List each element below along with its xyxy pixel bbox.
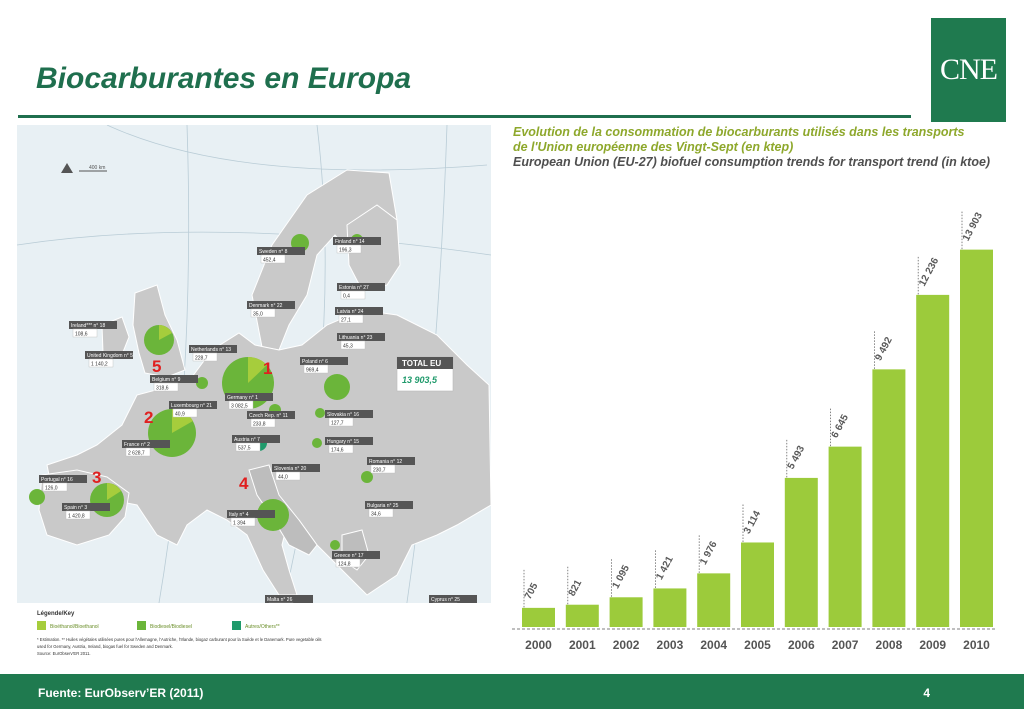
country-tag-value: 233,8 <box>253 421 266 428</box>
bar-value-label: 1 095 <box>610 563 633 591</box>
year-label: 2005 <box>744 638 771 652</box>
country-tag-value: 27,1 <box>341 317 351 324</box>
country-tag-value: 537,5 <box>238 445 251 452</box>
country-tag-value: 0,4 <box>343 293 350 300</box>
country-tag-name: Italy n° 4 <box>229 512 249 518</box>
country-tag-value: 1 420,8 <box>68 513 85 520</box>
country-tag-value: 2 628,7 <box>128 450 145 457</box>
country-tag-name: Czech Rep. n° 11 <box>249 413 288 419</box>
greece-pie <box>330 540 340 550</box>
country-tag-value: 124,8 <box>338 561 351 568</box>
country-tag-name: Denmark n° 22 <box>249 303 283 309</box>
country-tag-value: 108,6 <box>75 331 88 338</box>
country-tag-name: Slovenia n° 20 <box>274 466 307 472</box>
bar-2000 <box>522 608 555 627</box>
bar-2002 <box>610 597 643 627</box>
slovakia-pie <box>315 408 325 418</box>
legend-biodiesel-swatch <box>137 621 146 630</box>
page-number: 4 <box>923 686 930 700</box>
bar-value-label: 705 <box>522 581 541 602</box>
poland-pie <box>324 374 350 400</box>
year-label: 2002 <box>612 638 640 652</box>
callout-uk: 5 <box>152 357 162 376</box>
bar-2005 <box>741 542 774 627</box>
country-tag-value: 127,7 <box>331 420 344 427</box>
country-tag-value: 44,0 <box>278 474 288 481</box>
country-tag-value: 126,0 <box>45 485 58 492</box>
country-tag-value: 1 394 <box>233 520 246 527</box>
chart-title-fr-2: de l'Union européenne des Vingt-Sept (en ktep) <box>513 140 794 154</box>
country-tag-value: 196,3 <box>339 247 352 254</box>
country-tag-name: Hungary n° 15 <box>327 439 360 445</box>
year-label: 2001 <box>568 638 596 652</box>
year-label: 2003 <box>656 638 684 652</box>
country-tag-name: Spain n° 3 <box>64 505 88 511</box>
country-tag-value: 35,0 <box>253 311 263 318</box>
country-tag-name: Netherlands n° 13 <box>191 347 232 353</box>
bar-value-label: 13 903 <box>960 210 986 244</box>
country-tag-name: Germany n° 1 <box>227 395 258 401</box>
bar-2008 <box>872 369 905 627</box>
chart-title-fr-1: Evolution de la consommation de biocarburants utilisés dans les transports <box>513 125 965 139</box>
legend-others-swatch <box>232 621 241 630</box>
portugal-pie <box>29 489 45 505</box>
country-tag-name: Portugal n° 16 <box>41 477 73 483</box>
bar-2007 <box>829 447 862 627</box>
footer-source: Fuente: EurObserv’ER (2011) <box>38 686 204 700</box>
cne-logo: CNE <box>931 18 1006 122</box>
country-tag-value: 1 140,2 <box>91 361 108 368</box>
legend-title: Légende/Key <box>37 611 75 617</box>
chart-heading <box>513 125 990 170</box>
country-tag-value: 174,6 <box>331 447 344 454</box>
country-tag-value: 45,3 <box>343 343 353 350</box>
country-tag-name: Malta n° 26 <box>267 597 293 603</box>
legend-biodiesel: Biodiesel/Biodiesel <box>150 624 192 630</box>
hungary-pie <box>312 438 322 448</box>
country-tag-name: France n° 2 <box>124 442 150 448</box>
country-tag-name: Lithuania n° 23 <box>339 335 373 341</box>
country-tag-value: 969,4 <box>306 367 319 374</box>
bar-value-label: 6 645 <box>829 412 852 441</box>
country-tag-name: Latvia n° 24 <box>337 309 364 315</box>
country-tag-value: 452,4 <box>263 257 276 264</box>
year-label: 2000 <box>525 638 552 652</box>
callout-france: 2 <box>144 408 154 427</box>
scale-label: 400 km <box>89 165 106 171</box>
country-tag-name: Poland n° 6 <box>302 359 328 365</box>
legend-bioethanol: Bioéthanol/Bioethanol <box>50 624 99 630</box>
country-tag-value: 3 082,5 <box>231 403 248 410</box>
country-tag-name: Romania n° 12 <box>369 459 403 465</box>
country-tag-name: Austria n° 7 <box>234 437 260 443</box>
bar-2006 <box>785 478 818 627</box>
map-note-1: * Estimation. ** Huiles végétales utilisées pures pour l'Allemagne, l'Autriche, l'Irlande, biogaz carburant pour la Suède et le Danemark. Pure vegetable oils <box>37 637 322 642</box>
bar-2009 <box>916 295 949 627</box>
bar-2010 <box>960 250 993 627</box>
country-tag-name: Cyprus n° 25 <box>431 597 460 603</box>
total-eu-label: TOTAL EU <box>402 359 442 368</box>
country-tag-name: Slovakia n° 16 <box>327 412 360 418</box>
country-tag-name: Luxembourg n° 21 <box>171 403 212 409</box>
country-tag-value: 34,6 <box>371 511 381 518</box>
country-tag-name: United Kingdom n° 5 <box>87 353 133 359</box>
callout-germany: 1 <box>263 359 273 378</box>
europe-map-graphic <box>17 125 491 667</box>
country-tag-value: 40,9 <box>175 411 185 418</box>
country-tag-name: Estonia n° 27 <box>339 285 369 291</box>
country-tag-name: Sweden n° 8 <box>259 249 288 255</box>
callout-spain: 3 <box>92 468 102 487</box>
biofuel-chart <box>504 125 1004 665</box>
footer-bar <box>0 674 1024 709</box>
title-divider <box>18 115 911 118</box>
year-label: 2007 <box>831 638 859 652</box>
bar-value-label: 1 976 <box>698 539 720 567</box>
bar-value-label: 9 492 <box>873 335 895 363</box>
year-label: 2006 <box>787 638 815 652</box>
legend-bioethanol-swatch <box>37 621 46 630</box>
year-label: 2009 <box>919 638 947 652</box>
year-label: 2008 <box>875 638 903 652</box>
bar-value-label: 12 236 <box>917 256 942 289</box>
bar-chart-svg <box>504 125 1004 665</box>
country-tag-value: 230,7 <box>373 467 386 474</box>
legend-others: Autres/Others** <box>245 624 280 630</box>
country-tag-name: Greece n° 17 <box>334 553 364 559</box>
slide-title: Biocarburantes en Europa <box>36 62 412 95</box>
bar-2003 <box>653 588 686 627</box>
year-label: 2004 <box>700 638 728 652</box>
map-note-3: Source: EurObserv'ER 2011. <box>37 651 91 656</box>
bar-2001 <box>566 605 599 627</box>
map-note-2: used for Germany, Austria, Ireland, biogas fuel for Sweden and Denmark. <box>37 644 173 649</box>
country-tag-name: Finland n° 14 <box>335 239 365 245</box>
chart-title-en: European Union (EU-27) biofuel consumption trends for transport trend (in ktoe) <box>513 155 991 169</box>
callout-italy: 4 <box>239 474 249 493</box>
bar-value-label: 1 421 <box>654 554 676 582</box>
country-tag-name: Bulgaria n° 25 <box>367 503 399 509</box>
europe-map <box>17 125 491 667</box>
country-tag-value: 318,6 <box>156 385 169 392</box>
bar-value-label: 5 493 <box>785 444 808 472</box>
country-tag-name: Ireland*** n° 18 <box>71 323 106 329</box>
bar-value-label: 821 <box>566 578 585 599</box>
country-tag-name: Belgium n° 9 <box>152 377 181 383</box>
total-eu-value: 13 903,5 <box>402 375 438 385</box>
country-tag-value: 228,7 <box>195 355 208 362</box>
bar-value-label: 3 114 <box>741 509 764 536</box>
bar-2004 <box>697 573 730 627</box>
year-label: 2010 <box>963 638 990 652</box>
